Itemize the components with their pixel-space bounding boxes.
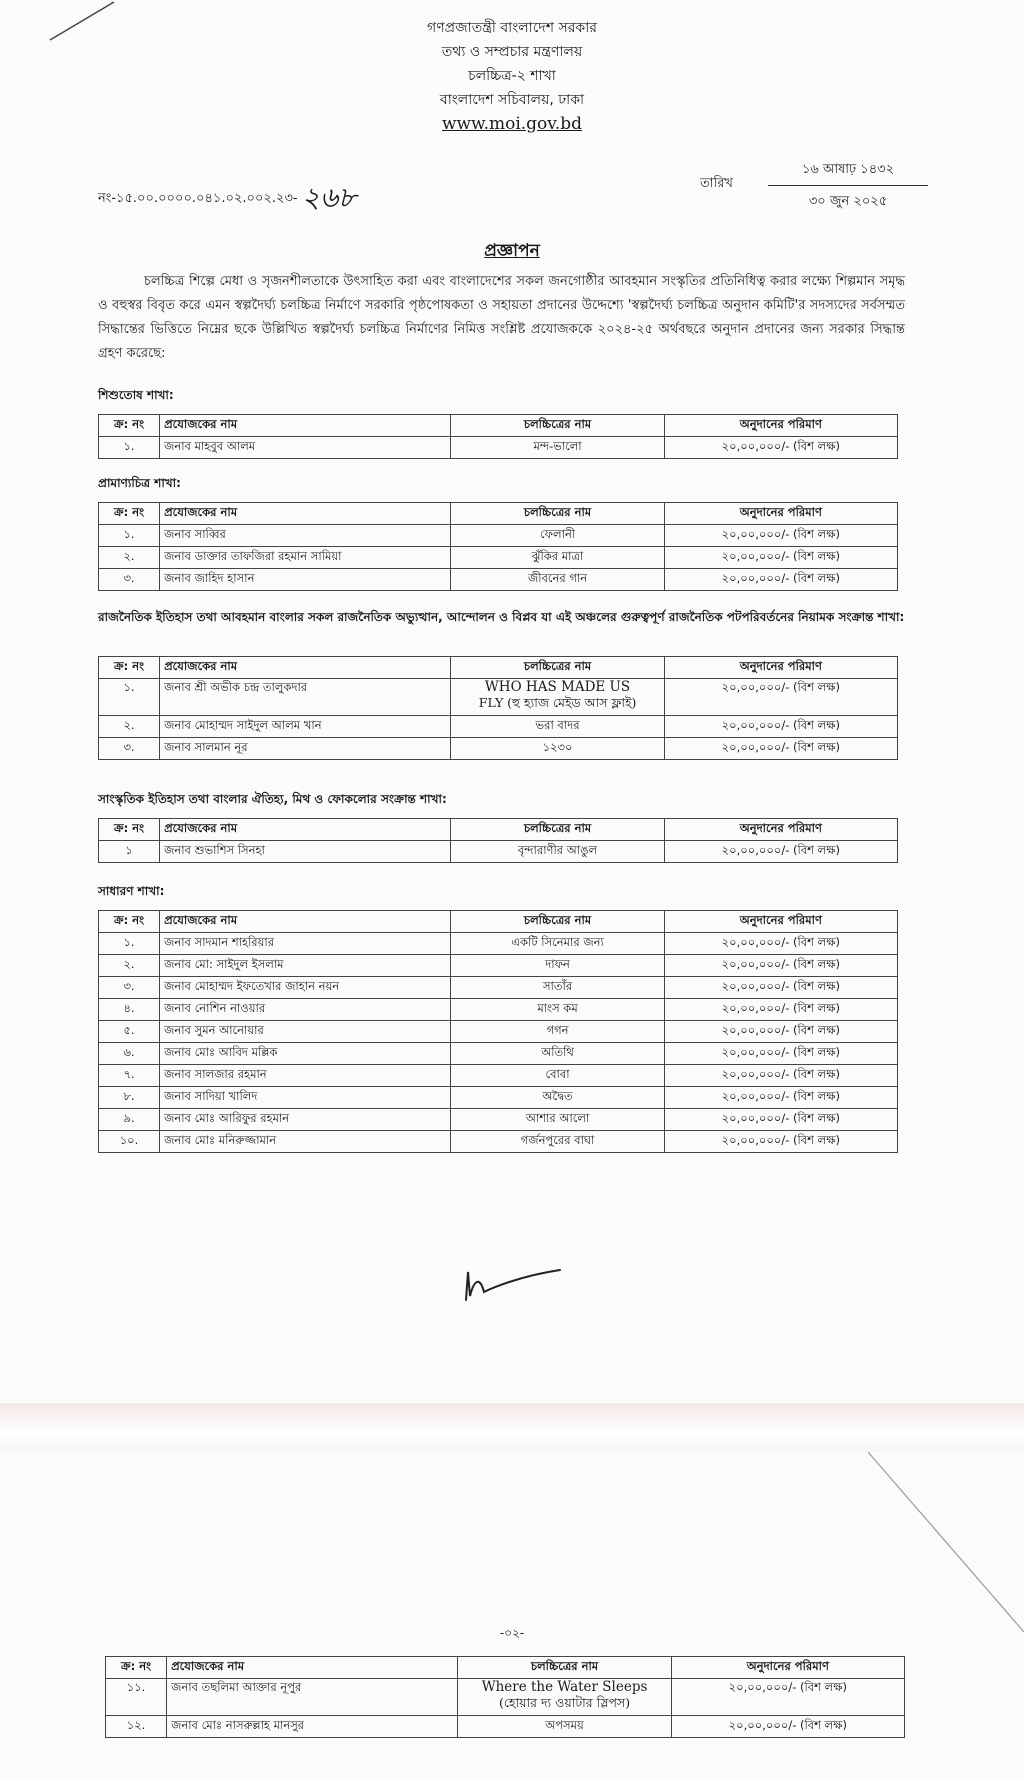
table-cell: ২০,০০,০০০/- (বিশ লক্ষ) bbox=[664, 569, 897, 591]
table-row bbox=[99, 679, 898, 716]
table-cell: ১. bbox=[99, 933, 160, 955]
table-row bbox=[106, 1716, 905, 1738]
table-cell: ২০,০০,০০০/- (বিশ লক্ষ) bbox=[664, 547, 897, 569]
film-title-line1: Where the Water Sleeps bbox=[481, 1679, 648, 1695]
column-header: চলচ্চিত্রের নাম bbox=[451, 415, 664, 437]
table-header-row bbox=[106, 1657, 905, 1679]
table-cell: জনাব ডাক্তার তাফজিরা রহমান সামিয়া bbox=[160, 547, 451, 569]
table-cell: দাফন bbox=[451, 955, 664, 977]
table-row bbox=[99, 569, 898, 591]
table-cell: ২০,০০,০০০/- (বিশ লক্ষ) bbox=[664, 525, 897, 547]
table-cell: ঝুঁকির মাত্রা bbox=[451, 547, 664, 569]
date-english: ৩০ জুন ২০২৫ bbox=[808, 194, 888, 209]
table-cell: অপসময় bbox=[458, 1716, 671, 1738]
table-cell: ২০,০০,০০০/- (বিশ লক্ষ) bbox=[664, 679, 897, 716]
column-header: ক্র: নং bbox=[106, 1657, 167, 1679]
date-bangla: ১৬ আষাঢ় ১৪৩২ bbox=[768, 160, 928, 186]
table-row bbox=[99, 1043, 898, 1065]
table-cell: অদ্বৈত bbox=[451, 1087, 664, 1109]
grant-table-political-history bbox=[98, 656, 898, 760]
table-cell: জনাব সাদিয়া খালিদ bbox=[160, 1087, 451, 1109]
header-ministry: তথ্য ও সম্প্রচার মন্ত্রণালয় bbox=[441, 44, 583, 60]
table-header-row bbox=[99, 911, 898, 933]
header-secretariat: বাংলাদেশ সচিবালয়, ঢাকা bbox=[439, 92, 585, 108]
table-row bbox=[99, 738, 898, 760]
column-header: অনুদানের পরিমাণ bbox=[671, 1657, 904, 1679]
grant-table-general-continued bbox=[105, 1656, 905, 1738]
table-row bbox=[99, 437, 898, 459]
page-gap bbox=[0, 1403, 1024, 1452]
notification-title: প্রজ্ঞাপন bbox=[484, 241, 540, 261]
table-row bbox=[99, 977, 898, 999]
page-number: -০২- bbox=[499, 1626, 525, 1640]
table-cell: গর্জনপুরের বাঘা bbox=[451, 1131, 664, 1153]
column-header: প্রযোজকের নাম bbox=[167, 1657, 458, 1679]
table-cell: জনাব শুভাশিস সিনহা bbox=[160, 841, 451, 863]
table-cell: ৩. bbox=[99, 977, 160, 999]
table-cell: ২০,০০,০০০/- (বিশ লক্ষ) bbox=[664, 977, 897, 999]
table-cell: ২০,০০,০০০/- (বিশ লক্ষ) bbox=[664, 1043, 897, 1065]
table-cell: ৪. bbox=[99, 999, 160, 1021]
table-cell: ১২. bbox=[106, 1716, 167, 1738]
table-cell: ২০,০০,০০০/- (বিশ লক্ষ) bbox=[664, 1065, 897, 1087]
section-heading-documentary: প্রামাণ্যচিত্র শাখা: bbox=[98, 476, 181, 490]
table-cell: জনাব সুমন আনোয়ার bbox=[160, 1021, 451, 1043]
table-cell: ১১. bbox=[106, 1679, 167, 1716]
table-cell: জনাব সালজার রহমান bbox=[160, 1065, 451, 1087]
table-header-row bbox=[99, 657, 898, 679]
table-row bbox=[99, 547, 898, 569]
table-cell: সাতাঁর bbox=[451, 977, 664, 999]
column-header: প্রযোজকের নাম bbox=[160, 911, 451, 933]
table-row bbox=[99, 716, 898, 738]
column-header: অনুদানের পরিমাণ bbox=[664, 657, 897, 679]
section-heading-general: সাধারণ শাখা: bbox=[98, 884, 165, 898]
grant-table-general bbox=[98, 910, 898, 1153]
table-row bbox=[99, 1087, 898, 1109]
table-row bbox=[99, 955, 898, 977]
column-header: ক্র: নং bbox=[99, 503, 160, 525]
table-row bbox=[99, 1131, 898, 1153]
table-cell: বোবা bbox=[451, 1065, 664, 1087]
table-cell: ২. bbox=[99, 547, 160, 569]
table-cell: ৭. bbox=[99, 1065, 160, 1087]
table-cell: ২০,০০,০০০/- (বিশ লক্ষ) bbox=[664, 716, 897, 738]
column-header: অনুদানের পরিমাণ bbox=[664, 911, 897, 933]
table-row bbox=[99, 1021, 898, 1043]
table-cell: একটি সিনেমার জন্য bbox=[451, 933, 664, 955]
column-header: প্রযোজকের নাম bbox=[160, 503, 451, 525]
table-row bbox=[99, 1065, 898, 1087]
table-cell: ৯. bbox=[99, 1109, 160, 1131]
table-cell: জনাব মো: সাইদুল ইসলাম bbox=[160, 955, 451, 977]
table-cell: ৮. bbox=[99, 1087, 160, 1109]
table-header-row bbox=[99, 819, 898, 841]
intro-paragraph: চলচ্চিত্র শিল্পে মেধা ও সৃজনশীলতাকে উৎসাহিত করা এবং বাংলাদেশের সকল জনগোষ্ঠীর আবহমান সংস্কৃতির প্রতিনিধিত্ব করার লক্ষ্যে শিল্পমান সমৃদ্ধ ও বহুস্বর বিবৃত করে এমন স্বল্পদৈর্ঘ্য চলচ্চিত্র নির্মাণে সরকারি পৃষ্ঠপোষকতা ও সহায়তা প্রদানের উদ্দেশ্যে 'স্বল্পদৈর্ঘ্য চলচ্চিত্র অনুদান কমিটি'র সদস্যদের সর্বসম্মত সিদ্ধান্তের ভিত্তিতে নিম্নের ছকে উল্লিখিত স্বল্পদৈর্ঘ্য চলচ্চিত্র নির্মাণের নিমিত্ত সংশ্লিষ্ট প্রযোজককে ২০২৪-২৫ অর্থবছরে অনুদান প্রদানের জন্য সরকার সিদ্ধান্ত গ্রহণ করেছে: bbox=[98, 274, 905, 361]
table-row bbox=[106, 1679, 905, 1716]
column-header: অনুদানের পরিমাণ bbox=[664, 819, 897, 841]
header-branch: চলচ্চিত্র-২ শাখা bbox=[468, 68, 556, 84]
column-header: ক্র: নং bbox=[99, 415, 160, 437]
grant-table-cultural-history bbox=[98, 818, 898, 863]
column-header: চলচ্চিত্রের নাম bbox=[458, 1657, 671, 1679]
section-heading-political-history: রাজনৈতিক ইতিহাস তথা আবহমান বাংলার সকল রাজনৈতিক অভ্যুত্থান, আন্দোলন ও বিপ্লব যা এই অঞ্চলের গুরুত্বপূর্ণ রাজনৈতিক পটপরিবর্তনের নিয়ামক সংক্রান্ত শাখা: bbox=[98, 610, 905, 624]
film-title-line2: FLY (হু হ্যাজ মেইড আস ফ্লাই) bbox=[478, 695, 637, 710]
table-cell: জনাব মোঃ আবিদ মল্লিক bbox=[160, 1043, 451, 1065]
table-row bbox=[99, 933, 898, 955]
table-cell: ফেলানী bbox=[451, 525, 664, 547]
table-cell: ১. bbox=[99, 525, 160, 547]
table-cell: ২০,০০,০০০/- (বিশ লক্ষ) bbox=[664, 738, 897, 760]
column-header: ক্র: নং bbox=[99, 657, 160, 679]
table-cell: বৃন্দারাণীর আঙুল bbox=[451, 841, 664, 863]
table-cell: ১ bbox=[99, 841, 160, 863]
section-heading-cultural-history: সাংস্কৃতিক ইতিহাস তথা বাংলার ঐতিহ্য, মিথ ও ফোকলোর সংক্রান্ত শাখা: bbox=[98, 792, 447, 806]
table-cell: ২০,০০,০০০/- (বিশ লক্ষ) bbox=[664, 999, 897, 1021]
table-cell: অতিথি bbox=[451, 1043, 664, 1065]
table-cell: ২. bbox=[99, 955, 160, 977]
table-cell: জনাব মোঃ আরিফুর রহমান bbox=[160, 1109, 451, 1131]
memo-number: নং-১৫.০০.০০০০.০৪১.০২.০০২.২৩- ২৬৮ bbox=[98, 181, 357, 214]
table-header-row bbox=[99, 503, 898, 525]
table-cell: মন্দ-ভালো bbox=[451, 437, 664, 459]
page-fold-shadow bbox=[868, 1452, 1024, 1652]
column-header: ক্র: নং bbox=[99, 911, 160, 933]
column-header: চলচ্চিত্রের নাম bbox=[451, 657, 664, 679]
column-header: অনুদানের পরিমাণ bbox=[664, 415, 897, 437]
film-title-line2: (হোয়ার দ্য ওয়াটার স্লিপস) bbox=[499, 1695, 631, 1710]
table-cell: ২০,০০,০০০/- (বিশ লক্ষ) bbox=[664, 1021, 897, 1043]
table-cell: ৫. bbox=[99, 1021, 160, 1043]
table-cell: ১. bbox=[99, 679, 160, 716]
column-header: চলচ্চিত্রের নাম bbox=[451, 911, 664, 933]
table-cell: ৩. bbox=[99, 569, 160, 591]
table-cell: ২. bbox=[99, 716, 160, 738]
header-government: গণপ্রজাতন্ত্রী বাংলাদেশ সরকার bbox=[427, 20, 597, 36]
table-cell: ২০,০০,০০০/- (বিশ লক্ষ) bbox=[671, 1679, 904, 1716]
table-cell: ২০,০০,০০০/- (বিশ লক্ষ) bbox=[664, 933, 897, 955]
table-cell: আশার আলো bbox=[451, 1109, 664, 1131]
table-cell: জনাব শ্রী অভীক চন্দ্র তালুকদার bbox=[160, 679, 451, 716]
table-cell: জনাব মোহাম্মদ ইফতেখার জাহান নয়ন bbox=[160, 977, 451, 999]
table-cell: ২০,০০,০০০/- (বিশ লক্ষ) bbox=[664, 1087, 897, 1109]
table-cell: জনাব জাহিদ হাসান bbox=[160, 569, 451, 591]
table-cell: জনাব সালমান নূর bbox=[160, 738, 451, 760]
section-heading-children: শিশুতোষ শাখা: bbox=[98, 388, 174, 402]
table-cell: ২০,০০,০০০/- (বিশ লক্ষ) bbox=[671, 1716, 904, 1738]
table-cell: জনাব সাদমান শাহরিয়ার bbox=[160, 933, 451, 955]
column-header: ক্র: নং bbox=[99, 819, 160, 841]
table-cell: জনাব মোঃ মনিরুজ্জামান bbox=[160, 1131, 451, 1153]
column-header: অনুদানের পরিমাণ bbox=[664, 503, 897, 525]
memo-handwritten-number: ২৬৮ bbox=[301, 181, 357, 214]
signature bbox=[460, 1258, 580, 1308]
table-cell bbox=[458, 1679, 671, 1716]
table-cell: জনাব মোহাম্মদ সাইদুল আলম খান bbox=[160, 716, 451, 738]
table-cell: জনাব মোঃ নাসরুল্লাহ মানসুর bbox=[167, 1716, 458, 1738]
column-header: প্রযোজকের নাম bbox=[160, 819, 451, 841]
table-row bbox=[99, 999, 898, 1021]
table-cell: ১২৩০ bbox=[451, 738, 664, 760]
table-row bbox=[99, 525, 898, 547]
table-cell: ৬. bbox=[99, 1043, 160, 1065]
grant-table-children bbox=[98, 414, 898, 459]
table-cell: জনাব তছলিমা আক্তার নূপুর bbox=[167, 1679, 458, 1716]
table-row bbox=[99, 1109, 898, 1131]
column-header: প্রযোজকের নাম bbox=[160, 415, 451, 437]
table-cell: গগন bbox=[451, 1021, 664, 1043]
table-cell: ১. bbox=[99, 437, 160, 459]
table-cell bbox=[451, 679, 664, 716]
table-cell: জীবনের গান bbox=[451, 569, 664, 591]
column-header: প্রযোজকের নাম bbox=[160, 657, 451, 679]
column-header: চলচ্চিত্রের নাম bbox=[451, 503, 664, 525]
film-title-line1: WHO HAS MADE US bbox=[484, 679, 631, 695]
table-cell: জনাব মাহবুব আলম bbox=[160, 437, 451, 459]
table-cell: ভরা বাদর bbox=[451, 716, 664, 738]
table-row bbox=[99, 841, 898, 863]
date-label: তারিখ bbox=[700, 176, 733, 191]
grant-table-documentary bbox=[98, 502, 898, 591]
table-header-row bbox=[99, 415, 898, 437]
table-cell: মাংস কম bbox=[451, 999, 664, 1021]
header-website[interactable]: www.moi.gov.bd bbox=[441, 114, 583, 134]
table-cell: ২০,০০,০০০/- (বিশ লক্ষ) bbox=[664, 1131, 897, 1153]
table-cell: ২০,০০,০০০/- (বিশ লক্ষ) bbox=[664, 437, 897, 459]
table-cell: ২০,০০,০০০/- (বিশ লক্ষ) bbox=[664, 955, 897, 977]
column-header: চলচ্চিত্রের নাম bbox=[451, 819, 664, 841]
table-cell: ১০. bbox=[99, 1131, 160, 1153]
table-cell: জনাব সাব্বির bbox=[160, 525, 451, 547]
table-cell: ২০,০০,০০০/- (বিশ লক্ষ) bbox=[664, 1109, 897, 1131]
table-cell: জনাব নোশিন নাওয়ার bbox=[160, 999, 451, 1021]
table-cell: ২০,০০,০০০/- (বিশ লক্ষ) bbox=[664, 841, 897, 863]
table-cell: ৩. bbox=[99, 738, 160, 760]
